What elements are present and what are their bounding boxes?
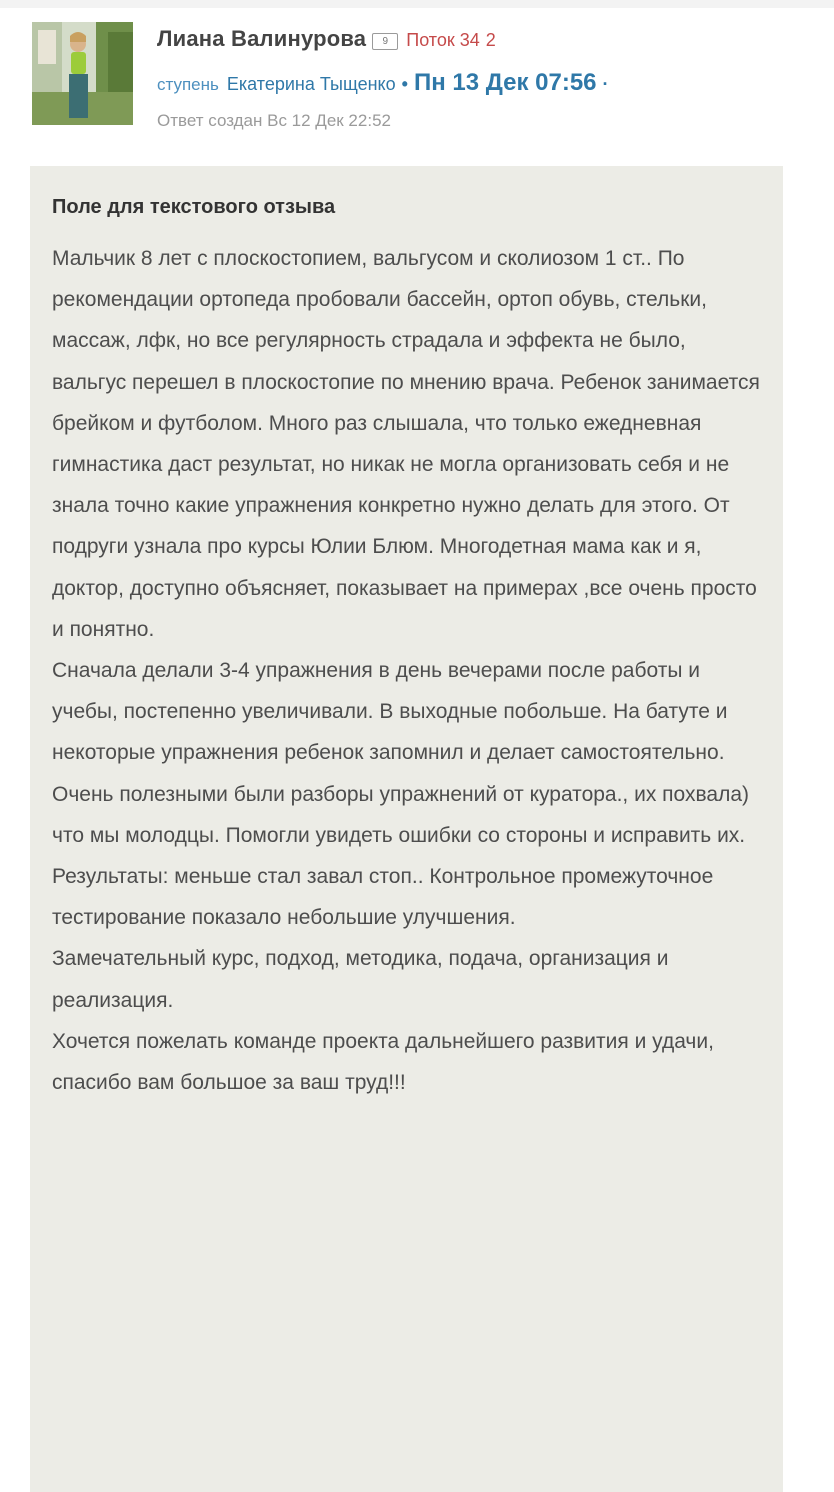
review-field-title: Поле для текстового отзыва: [52, 196, 336, 218]
created-timestamp: Ответ создан Вс 12 Дек 22:52: [157, 111, 391, 130]
separator-dot: •: [401, 74, 408, 94]
review-paragraph: Сначала делали 3-4 упражнения в день вечерами после работы и учебы, постепенно увеличивали. В выходные побольше. На батуте и некоторые упражнения ребенок запомнил и делает самостоятельно.: [52, 659, 728, 765]
review-panel: [30, 166, 783, 1492]
review-date[interactable]: Пн 13 Дек 07:56: [413, 69, 597, 96]
review-paragraph: Мальчик 8 лет с плоскостопием, вальгусом и сколиозом 1 ст.. По рекомендации ортопеда пробовали бассейн, ортоп обувь, стельки, массаж, лфк, но все регулярность страдала и эффекта не было, вальгус перешел в плоскостопие по мнению врача. Ребенок занимается брейком и футболом. Много раз слышала, что только ежедневная гимнастика даст результат, но никак не могла организовать себя и не знала точно какие упражнения конкретно нужно делать для этого. От подруги узнала про курсы Юлии Блюм. Многодетная мама как и я, доктор, доступно объясняет, показывает на примерах ,все очень просто и понятно.: [52, 247, 760, 641]
curator-line: [157, 69, 615, 97]
top-strip: [0, 0, 834, 8]
review-paragraph: Замечательный курс, подход, методика, подача, организация и реализация.: [52, 947, 669, 1012]
review-paragraph: Очень полезными были разборы упражнений от куратора., их похвала) что мы молодцы. Помогли увидеть ошибки со стороны и исправить их.: [52, 782, 750, 847]
review-paragraph: Хочется пожелать команде проекта дальнейшего развития и удачи, спасибо вам большое за ваш труд!!!: [52, 1029, 714, 1095]
stream-label[interactable]: Поток 34: [406, 30, 480, 50]
curator-name[interactable]: Екатерина Тыщенко: [226, 74, 396, 94]
avatar[interactable]: [32, 22, 133, 125]
author-line: [157, 26, 496, 58]
author-name[interactable]: Лиана Валинурова: [157, 26, 367, 51]
stream-number: 2: [485, 30, 496, 50]
avatar-photo: [32, 22, 133, 125]
trailing-dot: ·: [602, 74, 609, 94]
review-paragraph: Результаты: меньше стал завал стоп.. Контрольное промежуточное тестирование показало небольшие улучшения.: [52, 865, 714, 930]
id-card-icon: 9: [372, 33, 398, 50]
review-text: [52, 238, 762, 1103]
step-label: ступень: [157, 75, 219, 94]
review-header: [32, 18, 812, 138]
